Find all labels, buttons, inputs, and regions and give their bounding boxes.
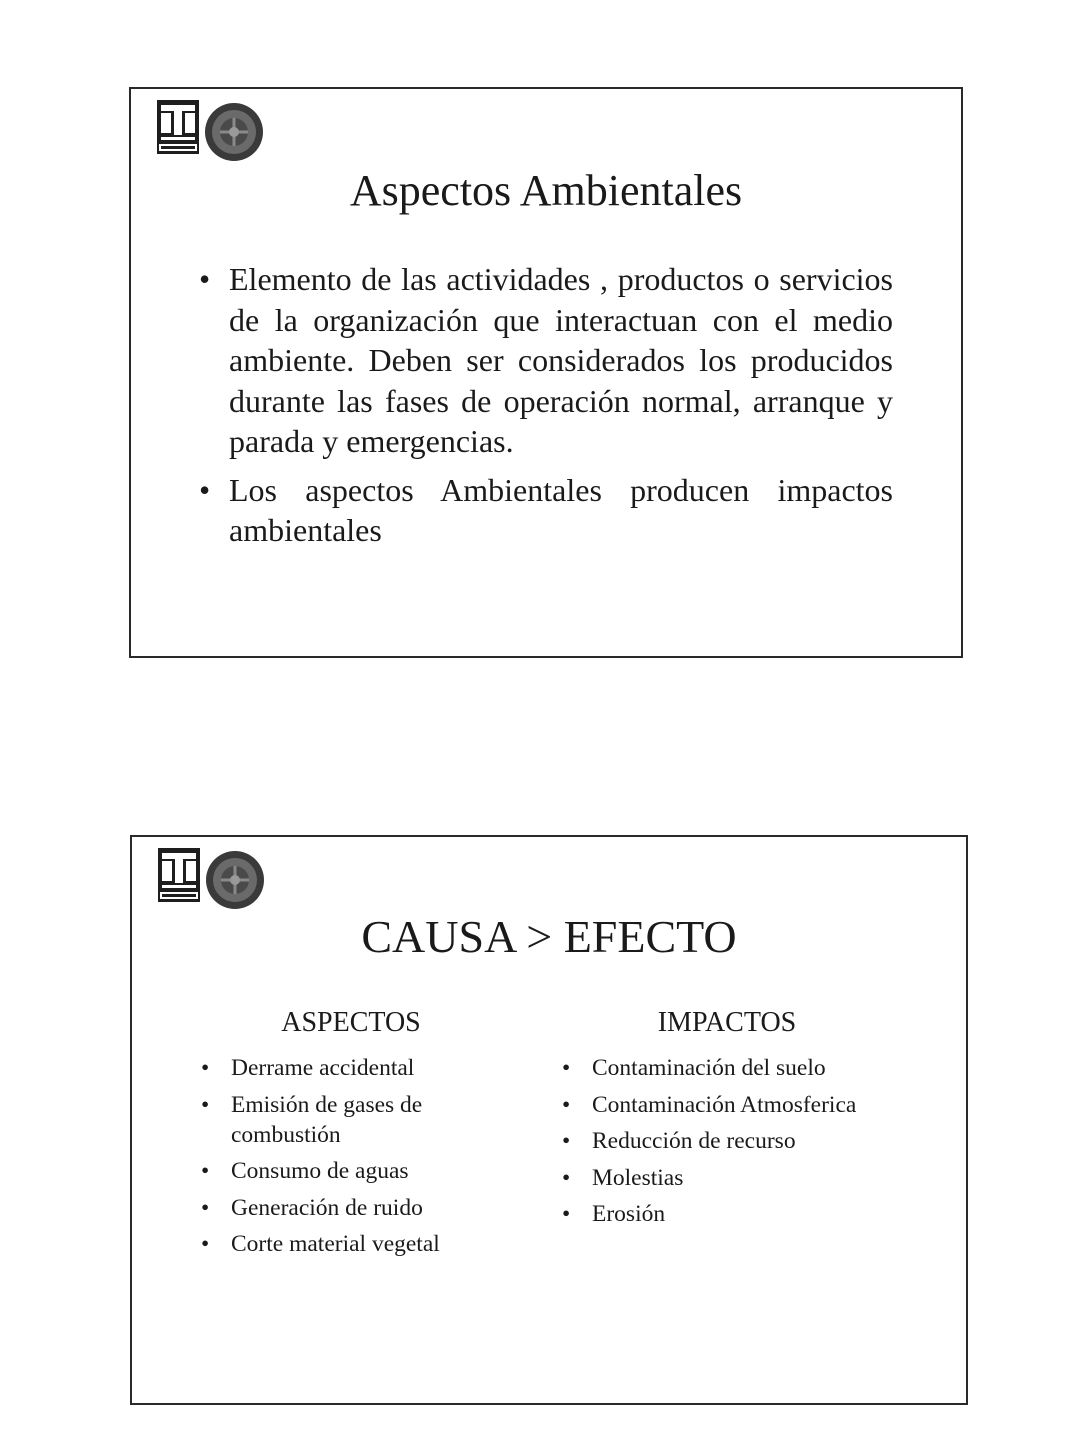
tecmint-t-logo-icon [156, 99, 200, 155]
aspectos-column [201, 1009, 501, 1266]
list-item [562, 1126, 892, 1156]
bullet-glyph: • [201, 1091, 210, 1118]
list-item-text: Contaminación del suelo [592, 1055, 826, 1081]
list-item [562, 1199, 892, 1229]
bullet-item [199, 259, 893, 462]
bullet-glyph: • [199, 471, 211, 508]
bullet-glyph: • [201, 1055, 210, 1081]
tecmint-t-logo-icon [157, 847, 201, 903]
bullet-glyph: • [562, 1201, 571, 1227]
university-seal-icon [204, 849, 266, 911]
list-item [201, 1090, 501, 1150]
list-item [201, 1229, 501, 1259]
list-item [201, 1156, 501, 1186]
slide-logos [157, 847, 272, 907]
bullet-glyph: • [562, 1091, 571, 1118]
bullet-glyph: • [199, 261, 211, 297]
bullet-list [199, 259, 893, 559]
list-item-text: Consumo de aguas [231, 1158, 409, 1184]
aspectos-list [201, 1053, 501, 1259]
slide-logos [156, 99, 271, 159]
list-item-text: Erosión [592, 1201, 666, 1227]
university-seal-icon [203, 101, 265, 163]
bullet-glyph: • [201, 1231, 210, 1257]
impactos-column [562, 1009, 892, 1236]
bullet-text: Elemento de las actividades , productos o servicios de la organización que interactuan con el medio ambiente. Deben ser considerados los producidos durante las fases de operación normal, arranque y parada y emergencias. [229, 261, 893, 459]
bullet-glyph: • [562, 1164, 571, 1191]
list-item-text: Emisión de gases de combustión [231, 1091, 423, 1148]
impactos-list [562, 1053, 892, 1229]
list-item [201, 1193, 501, 1223]
bullet-text: Los aspectos Ambientales producen impactos ambientales [229, 471, 893, 548]
list-item [562, 1090, 892, 1120]
list-item-text: Generación de ruido [231, 1194, 423, 1221]
list-item-text: Corte material vegetal [231, 1231, 440, 1257]
column-heading: ASPECTOS [281, 1007, 421, 1038]
list-item [201, 1053, 501, 1083]
bullet-glyph: • [562, 1128, 571, 1154]
bullet-glyph: • [562, 1055, 571, 1081]
slide-aspectos-ambientales [129, 87, 963, 658]
bullet-glyph: • [201, 1158, 210, 1184]
slide-title: CAUSA > EFECTO [361, 911, 737, 962]
list-item-text: Derrame accidental [231, 1055, 415, 1081]
slide-title: Aspectos Ambientales [349, 166, 743, 215]
list-item-text: Molestias [592, 1164, 684, 1191]
slide-causa-efecto [130, 835, 968, 1405]
bullet-item [199, 470, 893, 551]
list-item-text: Contaminación Atmosferica [592, 1091, 857, 1118]
list-item [562, 1163, 892, 1193]
list-item [562, 1053, 892, 1083]
bullet-glyph: • [201, 1194, 210, 1221]
list-item-text: Reducción de recurso [592, 1128, 796, 1154]
column-heading: IMPACTOS [657, 1007, 797, 1038]
